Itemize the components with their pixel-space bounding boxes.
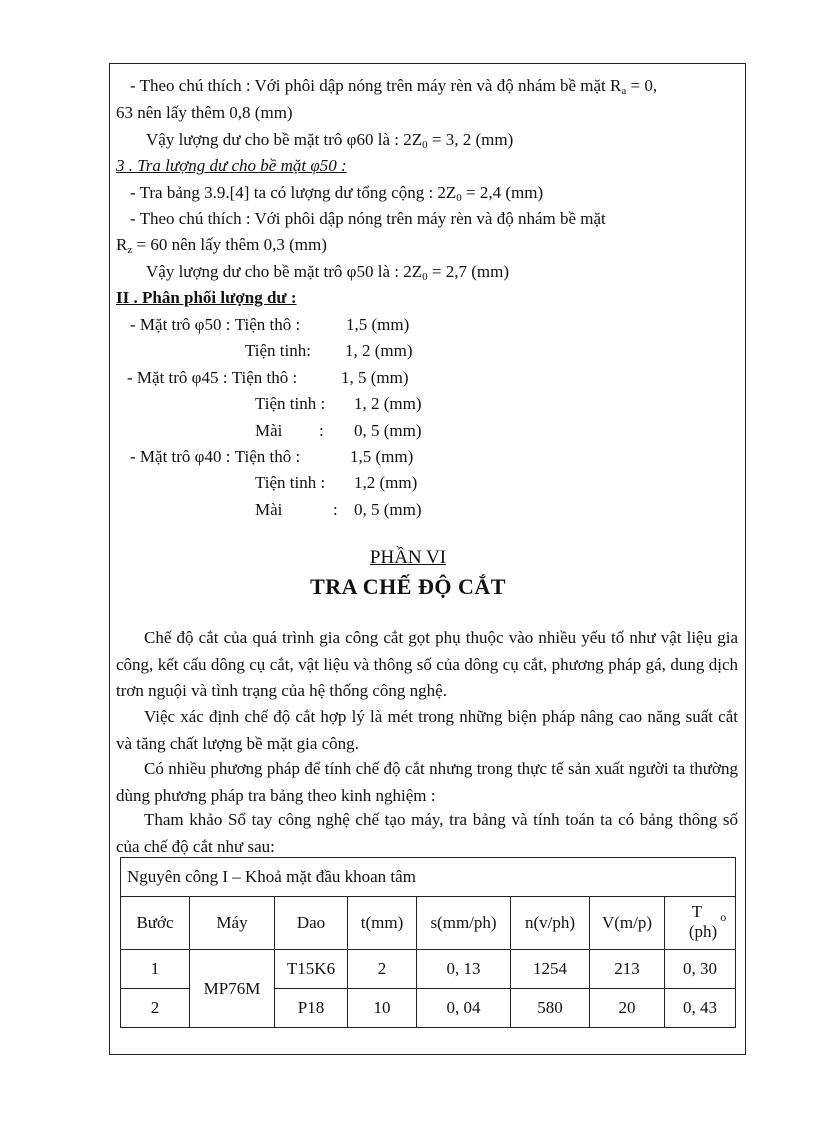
text-line: Vậy lượng dư cho bề mặt trô φ60 là : $2Z_0 = 3$, 2 (mm) (146, 130, 514, 151)
dist-colon: : (333, 500, 338, 519)
table-header: Máy (190, 897, 275, 950)
paragraph: Có nhiều phương pháp để tính chế độ cắt nhưng trong thực tế sản xuất người ta thường dùng phương pháp tra bảng theo kinh nghiệm : (116, 759, 738, 805)
table-header: n(v/ph) (511, 897, 590, 950)
part-title: TRA CHẾ ĐỘ CẮT (310, 574, 506, 599)
dist-colon: : (319, 421, 324, 440)
dist-label: - Mặt trô φ40 : Tiện thô : (130, 447, 301, 466)
table-row (121, 950, 736, 989)
table-header: Dao (275, 897, 348, 950)
table-cell: 0, 30 (665, 950, 736, 989)
table-cell-machine: MP76M (190, 950, 275, 1028)
table-cell: P18 (275, 989, 348, 1028)
text-line: - Theo chú thích : Với phôi dập nóng trên máy rèn và độ nhám bề mặt $R_a = 0$, (130, 76, 658, 97)
table-header-time: T $_o$ (ph) (665, 897, 736, 950)
dist-value: 0, 5 (mm) (354, 500, 422, 519)
table-header: Bước (121, 897, 190, 950)
text-line: Vậy lượng dư cho bề mặt trô φ50 là : $2Z_0 = 2,7$ (mm) (146, 262, 509, 283)
table-cell: 0, 43 (665, 989, 736, 1028)
text-line: - Tra bảng 3.9.[4] ta có lượng dư tổng cộng : $2Z_0 = 2,4$ (mm) (130, 183, 544, 204)
dist-value: 0, 5 (mm) (354, 421, 422, 440)
dist-value: 1,5 (mm) (346, 315, 410, 334)
dist-value: 1, 2 (mm) (354, 394, 422, 413)
table-cell: 2 (121, 989, 190, 1028)
subsection-heading: 3 . Tra lượng dư cho bề mặt φ50 : (116, 156, 347, 175)
table-caption: Nguyên công I – Khoả mặt đầu khoan tâm (121, 858, 736, 897)
section-heading: II . Phân phối lượng dư : (116, 288, 297, 307)
dist-value: 1,2 (mm) (354, 473, 418, 492)
dist-value: 1, 5 (mm) (341, 368, 409, 387)
dist-value: 1,5 (mm) (350, 447, 414, 466)
table-cell: 213 (590, 950, 665, 989)
dist-label: Tiện tinh: (245, 341, 311, 360)
dist-value: 1, 2 (mm) (345, 341, 413, 360)
dist-label: Mài (255, 500, 283, 519)
table-cell: 1 (121, 950, 190, 989)
table-cell: 580 (511, 989, 590, 1028)
paragraph: Chế độ cắt của quá trình gia công cắt gọt phụ thuộc vào nhiều yếu tố như vật liệu gia công, kết cấu dông cụ cắt, vật liệu và thông số của dông cụ cắt, phương pháp gá, dung dịch trơn nguội và tình trạng của hệ thống công nghệ. (116, 628, 738, 700)
table-header-row (121, 897, 736, 950)
dist-label: Tiện tinh : (255, 473, 326, 492)
cutting-table (120, 857, 736, 1028)
table-cell: 20 (590, 989, 665, 1028)
table-cell: 0, 04 (417, 989, 511, 1028)
dist-label: Tiện tinh : (255, 394, 326, 413)
table-cell: 0, 13 (417, 950, 511, 989)
table-cell: 1254 (511, 950, 590, 989)
part-label: PHẦN VI (369, 547, 447, 568)
table-cell: 10 (348, 989, 417, 1028)
table-cell: 2 (348, 950, 417, 989)
table-header: V(m/p) (590, 897, 665, 950)
table-cell: T15K6 (275, 950, 348, 989)
text-line: 63 nên lấy thêm 0,8 (mm) (116, 103, 293, 122)
table-header: t(mm) (348, 897, 417, 950)
table-caption-row (121, 858, 736, 897)
table-header: s(mm/ph) (417, 897, 511, 950)
paragraph: Tham khảo Sổ tay công nghệ chế tạo máy, tra bảng và tính toán ta có bảng thông số của chế độ cắt như sau: (116, 810, 738, 856)
text-line: - Theo chú thích : Với phôi dập nóng trên máy rèn và độ nhám bề mặt (130, 209, 606, 228)
dist-label: Mài (255, 421, 283, 440)
text-line: $R_z = 60$ nên lấy thêm 0,3 (mm) (116, 235, 327, 256)
dist-label: - Mặt trô φ45 : Tiện thô : (127, 368, 298, 387)
paragraph: Việc xác định chế độ cắt hợp lý là mét trong những biện pháp nâng cao năng suất cắt và tăng chất lượng bề mặt gia công. (116, 707, 738, 753)
dist-label: - Mặt trô φ50 : Tiện thô : (130, 315, 301, 334)
